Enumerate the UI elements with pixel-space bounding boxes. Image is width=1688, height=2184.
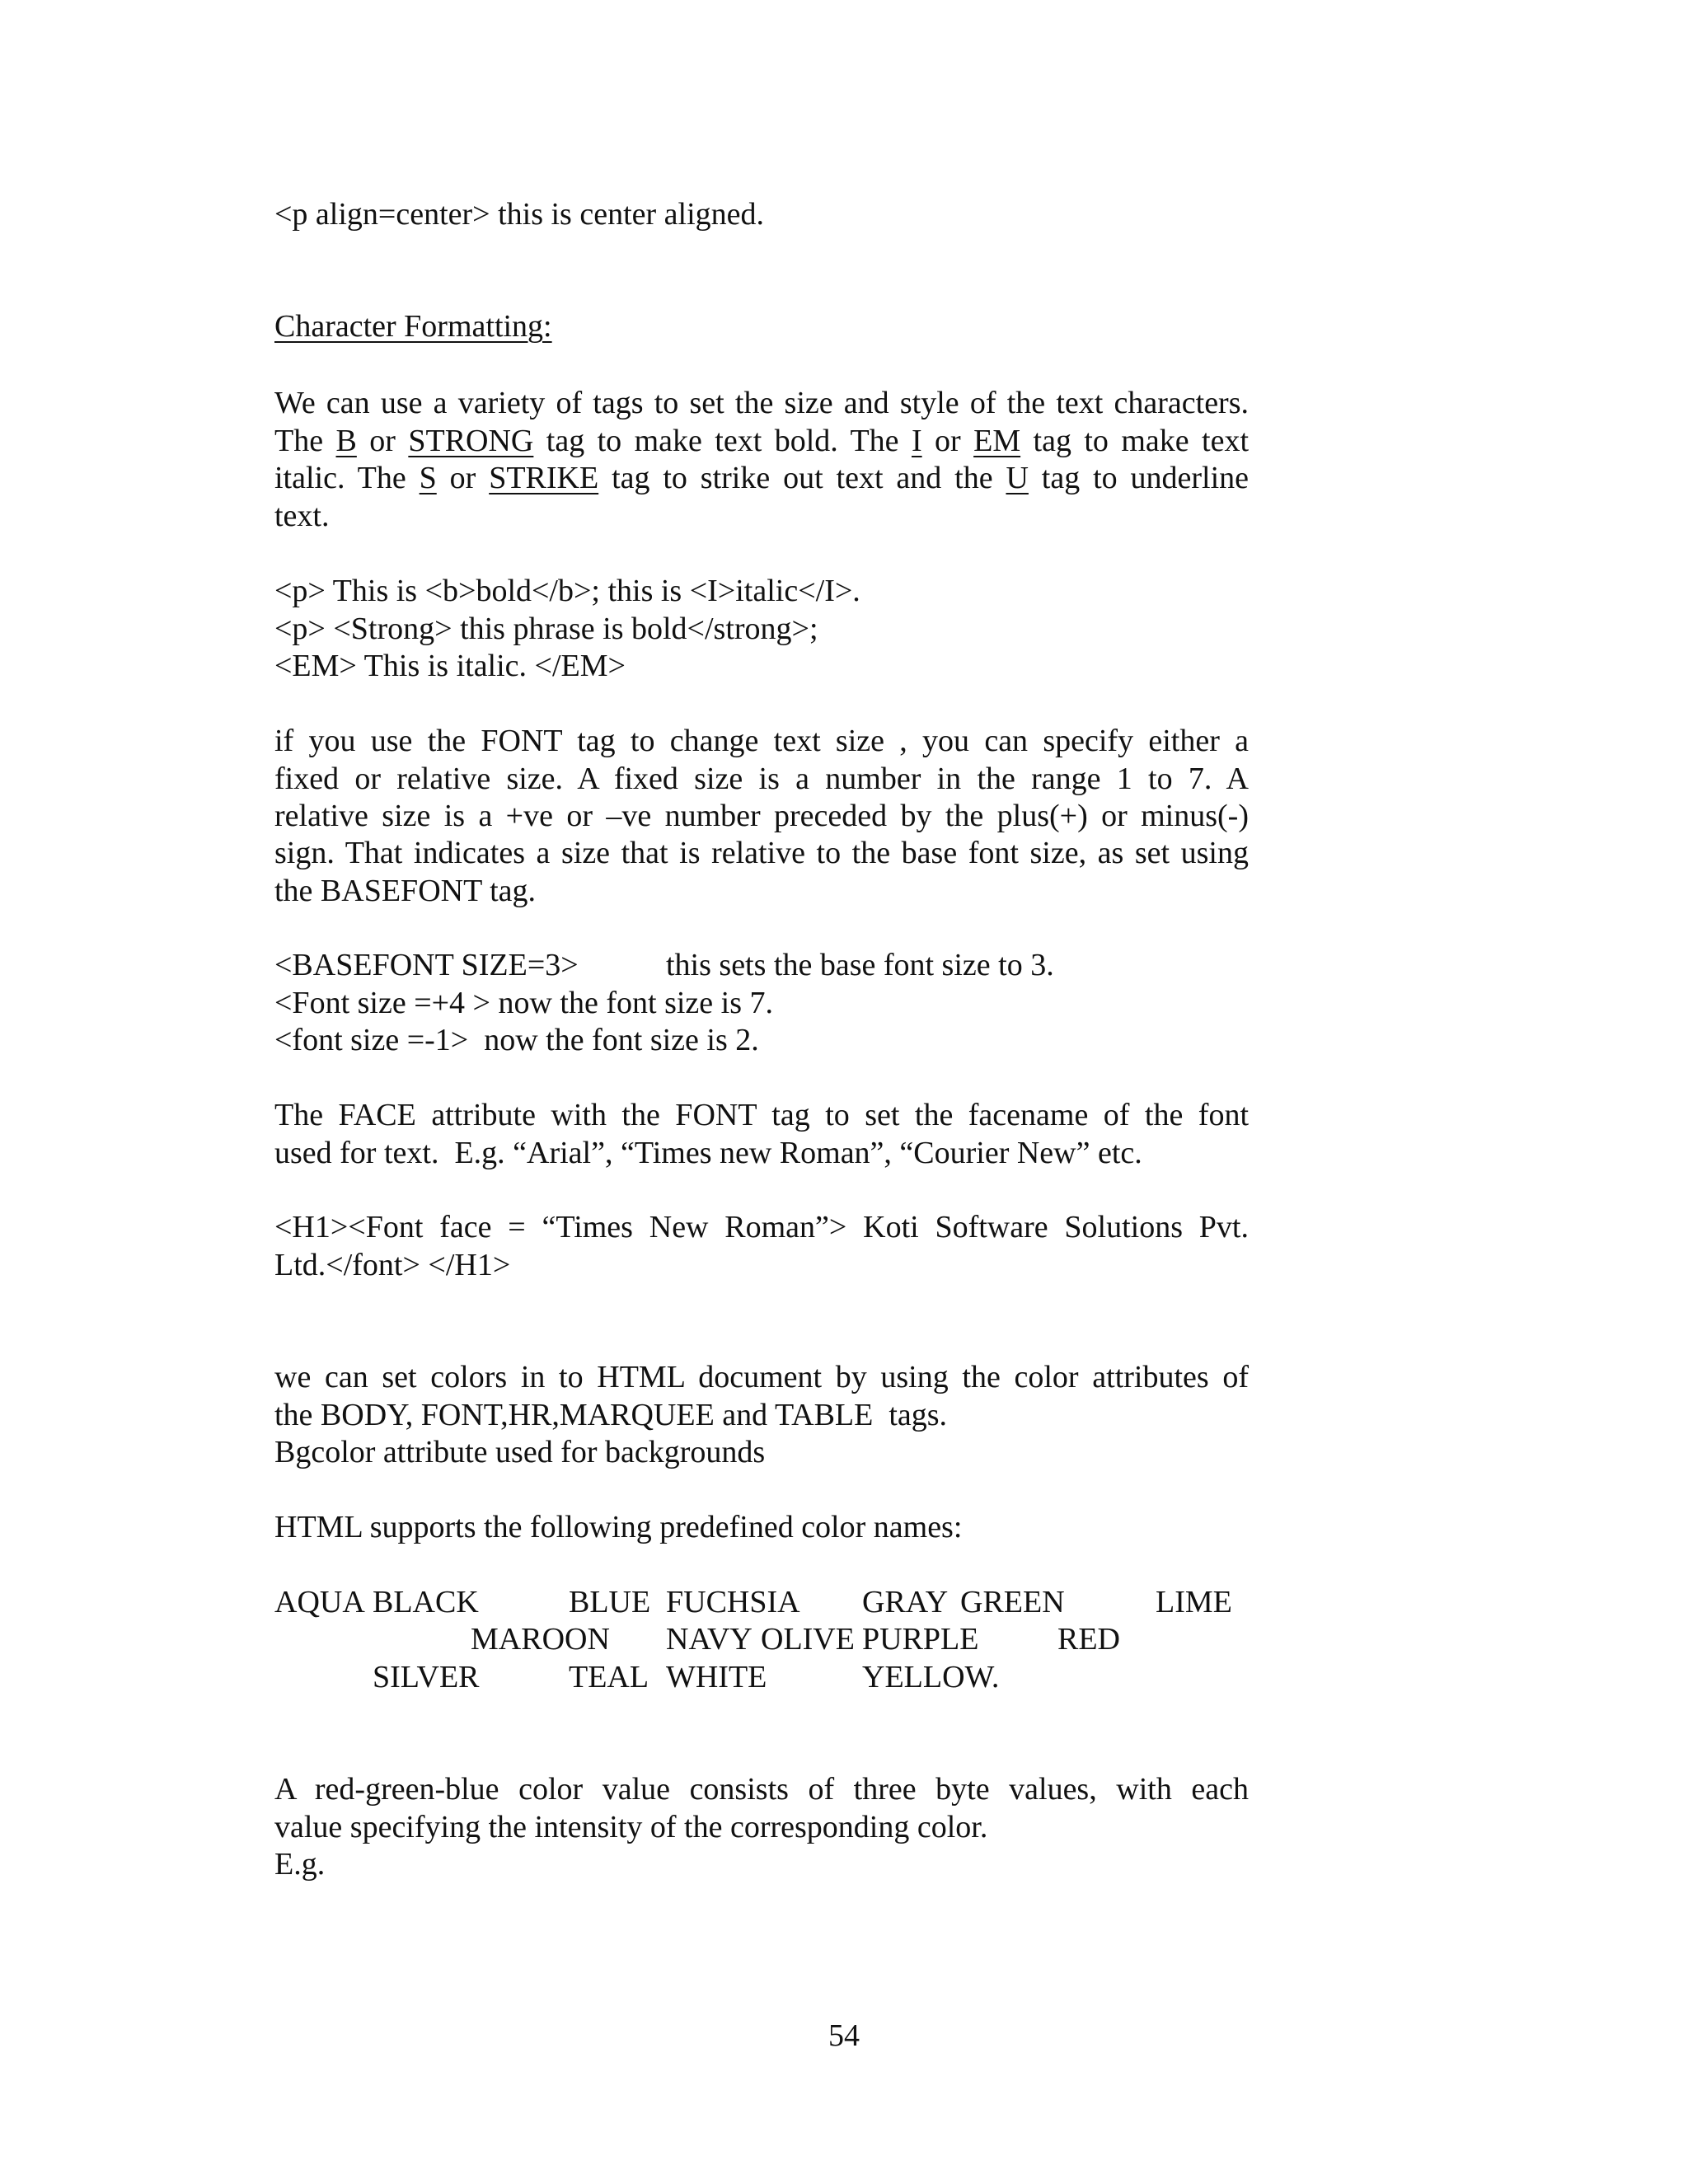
tag-u: U — [1006, 461, 1029, 495]
para1-line1: We can use a variety of tags to set the size and style of the text characters. — [274, 386, 1249, 420]
para5-line: A red-green-blue color value consists of three byte values, with each — [274, 1772, 1249, 1807]
code3-line: <H1><Font face = “Times New Roman”> Koti Software Solutions Pvt. — [274, 1210, 1249, 1244]
text: tag to make text bold. The — [533, 424, 912, 458]
para4-line: the BODY, FONT,HR,MARQUEE and TABLE tags. — [274, 1398, 948, 1432]
color-name: TEAL — [569, 1660, 649, 1694]
color-name: LIME — [1156, 1585, 1232, 1619]
para2-line: fixed or relative size. A fixed size is a number in the range 1 to 7. A — [274, 762, 1249, 796]
para1-line3 — [274, 459, 1249, 497]
color-name: WHITE — [666, 1660, 767, 1694]
color-name: GRAY — [862, 1585, 949, 1619]
tag-i: I — [911, 424, 922, 458]
text: or — [921, 424, 974, 458]
tag-b: B — [335, 424, 357, 458]
colors-intro: HTML supports the following predefined color names: — [274, 1510, 963, 1544]
tag-em: EM — [973, 424, 1021, 458]
code3-line: Ltd.</font> </H1> — [274, 1248, 511, 1282]
text: tag to make text — [1020, 424, 1250, 458]
code-line: <p> This is <b>bold</b>; this is <I>italic</I>. — [274, 574, 860, 608]
para3-line: used for text. E.g. “Arial”, “Times new Roman”, “Courier New” etc. — [274, 1136, 1142, 1170]
basefont-description: this sets the base font size to 3. — [666, 948, 1054, 982]
tag-strike: STRIKE — [489, 461, 599, 495]
para4-line: Bgcolor attribute used for backgrounds — [274, 1435, 766, 1469]
text: tag to underline — [1028, 461, 1250, 495]
para1-line4: text. — [274, 499, 330, 533]
color-name: NAVY — [666, 1622, 753, 1657]
basefont-line — [274, 946, 1249, 984]
code-line: <p> <Strong> this phrase is bold</strong>; — [274, 612, 818, 646]
para2-line: relative size is a +ve or –ve number preceded by the plus(+) or minus(-) — [274, 799, 1249, 833]
color-name: SILVER — [373, 1660, 480, 1694]
heading-text: Character Formatting: — [274, 309, 552, 344]
color-name: OLIVE — [761, 1622, 855, 1657]
color-name: RED — [1057, 1622, 1120, 1657]
text: or — [436, 461, 490, 495]
text: italic. The — [274, 461, 420, 495]
color-name: PURPLE — [862, 1622, 979, 1657]
basefont-tag: <BASEFONT SIZE=3> — [274, 948, 579, 982]
code-line: <EM> This is italic. </EM> — [274, 649, 626, 683]
section-heading — [274, 307, 1249, 345]
para2-line: the BASEFONT tag. — [274, 874, 537, 908]
center-aligned-example: <p align=center> this is center aligned. — [274, 197, 764, 232]
color-name: GREEN — [960, 1585, 1065, 1619]
para2-line: sign. That indicates a size that is relative to the base font size, as set using — [274, 836, 1249, 870]
font-plus-line: <Font size =+4 > now the font size is 7. — [274, 986, 773, 1020]
para5-line: value specifying the intensity of the corresponding color. — [274, 1810, 988, 1844]
para1-line2 — [274, 422, 1249, 460]
para3-line: The FACE attribute with the FONT tag to set the facename of the font — [274, 1098, 1249, 1132]
color-name: FUCHSIA — [666, 1585, 800, 1619]
color-name: AQUA — [274, 1585, 365, 1619]
page-number: 54 — [828, 2018, 860, 2053]
color-name: BLUE — [569, 1585, 651, 1619]
font-minus-line: <font size =-1> now the font size is 2. — [274, 1023, 759, 1057]
para4-line: we can set colors in to HTML document by using the color attributes of — [274, 1360, 1249, 1394]
text: tag to strike out text and the — [598, 461, 1006, 495]
color-name: YELLOW. — [862, 1660, 1000, 1694]
text: or — [356, 424, 409, 458]
text: The — [274, 424, 336, 458]
color-name: BLACK — [373, 1585, 479, 1619]
para5-line: E.g. — [274, 1847, 326, 1882]
para2-line: if you use the FONT tag to change text size , you can specify either a — [274, 724, 1249, 758]
tag-strong: STRONG — [408, 424, 534, 458]
color-name: MAROON — [471, 1622, 610, 1657]
tag-s: S — [419, 461, 437, 495]
